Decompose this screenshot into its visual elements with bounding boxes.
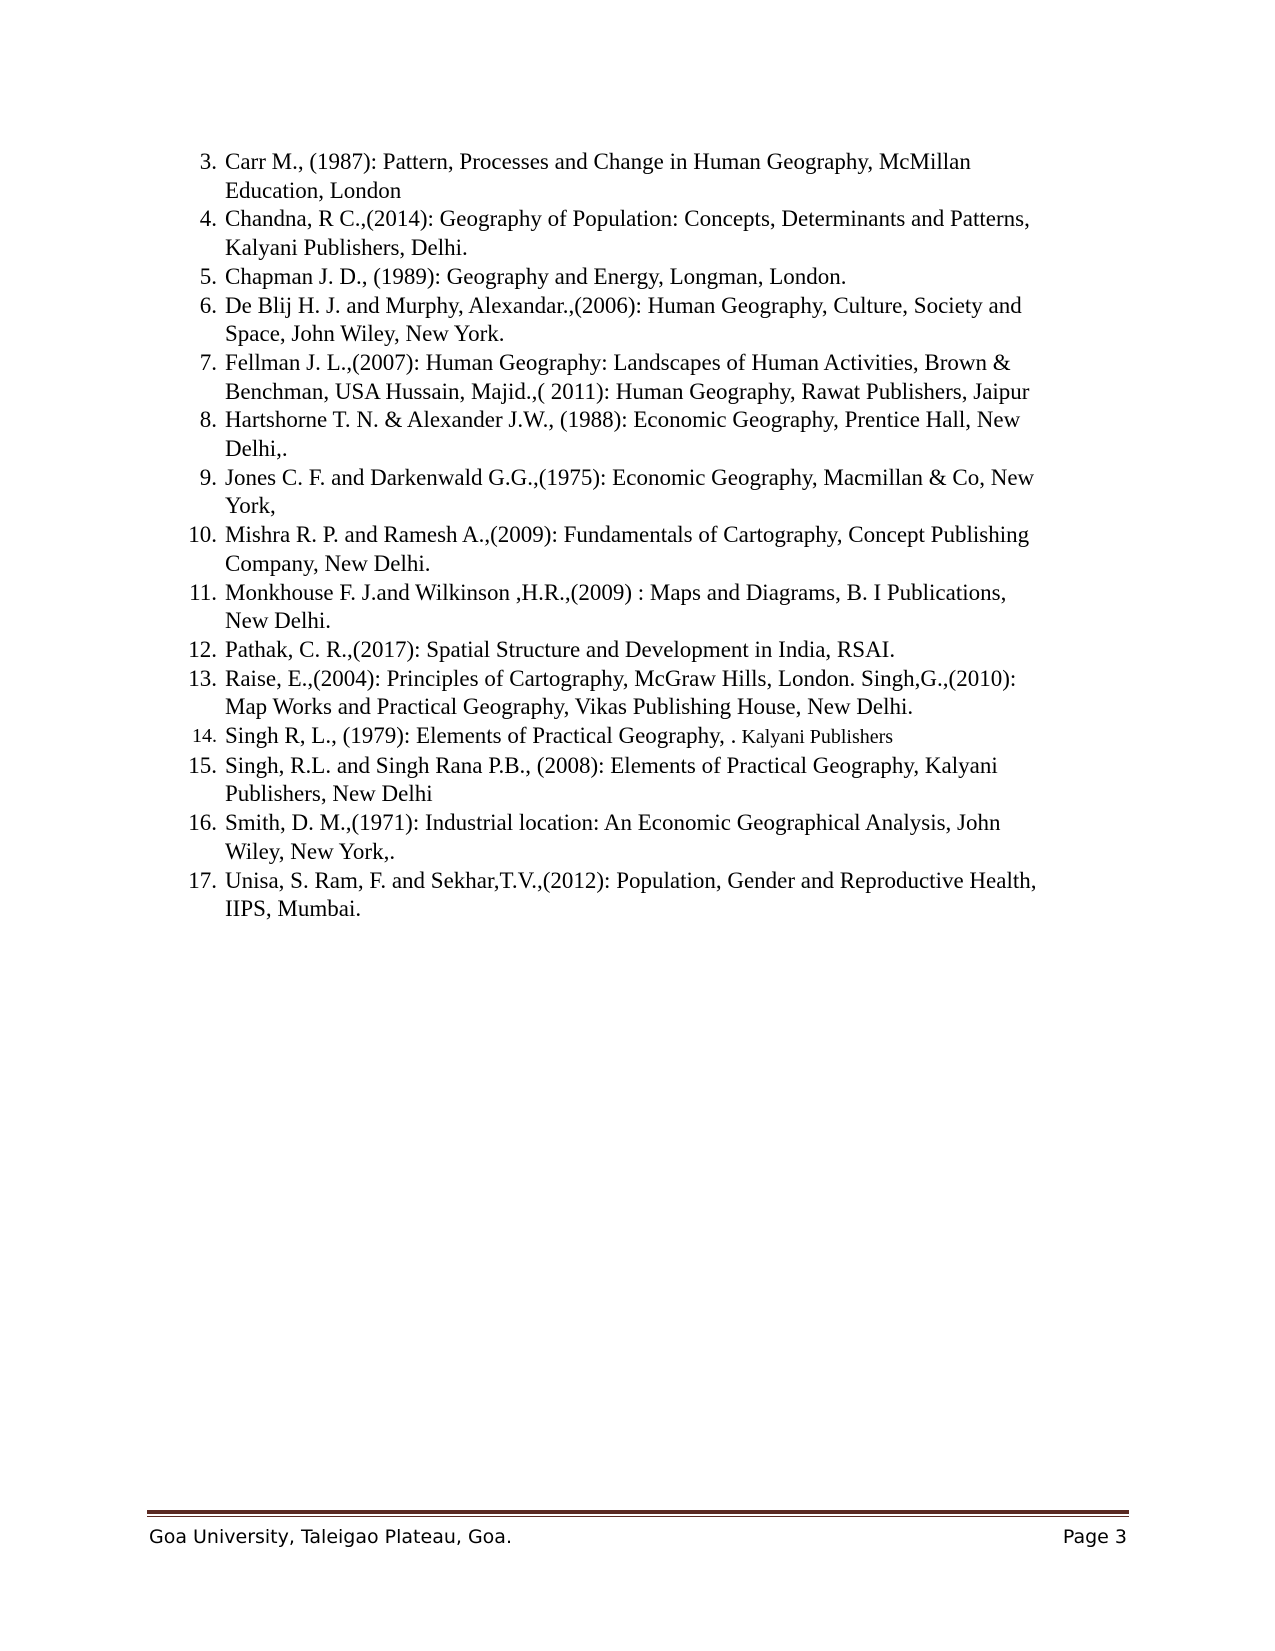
reference-text	[225, 579, 1132, 636]
reference-line-text: Publishers, New Delhi	[225, 781, 433, 807]
reference-line-text: Space, John Wiley, New York.	[225, 321, 505, 347]
reference-item	[172, 809, 1132, 866]
reference-line	[225, 177, 1132, 206]
reference-text	[225, 148, 1132, 205]
reference-number: 10.	[188, 522, 217, 548]
reference-line	[225, 435, 1132, 464]
reference-text	[225, 406, 1132, 463]
reference-line-text: Jones C. F. and Darkenwald G.G.,(1975): Economic Geography, Macmillan & Co, New	[225, 464, 1035, 490]
reference-line	[225, 780, 1132, 809]
reference-item	[172, 349, 1132, 406]
footer-institution: Goa University, Taleigao Plateau, Goa.	[149, 1526, 512, 1548]
footer-page-number: Page 3	[1062, 1526, 1127, 1548]
reference-line-text: Delhi,.	[225, 436, 288, 462]
reference-line-text: Kalyani Publishers, Delhi.	[225, 235, 468, 261]
reference-item	[172, 579, 1132, 636]
reference-line	[225, 636, 1132, 665]
reference-text	[225, 349, 1132, 406]
reference-line	[225, 464, 1132, 493]
reference-line	[225, 838, 1132, 867]
reference-text	[225, 636, 1132, 665]
reference-number: 12.	[188, 636, 217, 662]
reference-line-text: Chapman J. D., (1989): Geography and Energy, Longman, London.	[225, 263, 847, 289]
reference-text	[225, 722, 1132, 752]
reference-item	[172, 406, 1132, 463]
reference-text	[225, 752, 1132, 809]
reference-line-text: Education, London	[225, 177, 402, 203]
reference-number: 8.	[199, 407, 217, 433]
footer-divider	[147, 1510, 1129, 1517]
reference-number: 11.	[189, 579, 217, 605]
reference-number: 5.	[199, 263, 217, 289]
reference-line	[225, 320, 1132, 349]
reference-line	[225, 665, 1132, 694]
reference-text	[225, 263, 1132, 292]
reference-text	[225, 205, 1132, 262]
reference-line-text: Chandna, R C.,(2014): Geography of Population: Concepts, Determinants and Patterns,	[225, 206, 1030, 232]
reference-text	[225, 867, 1132, 924]
reference-item	[172, 464, 1132, 521]
reference-line	[225, 867, 1132, 896]
reference-line	[225, 521, 1132, 550]
reference-item	[172, 205, 1132, 262]
reference-line-text: New Delhi.	[225, 608, 332, 634]
reference-item	[172, 752, 1132, 809]
reference-item	[172, 263, 1132, 292]
reference-line-text: York,	[225, 493, 276, 519]
reference-item	[172, 521, 1132, 578]
reference-number: 17.	[188, 867, 217, 893]
reference-line-text: Monkhouse F. J.and Wilkinson ,H.R.,(2009) : Maps and Diagrams, B. I Publications,	[225, 579, 1007, 605]
reference-line-text: Fellman J. L.,(2007): Human Geography: Landscapes of Human Activities, Brown &	[225, 349, 1011, 375]
reference-line	[225, 292, 1132, 321]
reference-line-text: Unisa, S. Ram, F. and Sekhar,T.V.,(2012): Population, Gender and Reproductive Health,	[225, 867, 1037, 893]
reference-item	[172, 292, 1132, 349]
footer-divider-thin	[147, 1516, 1129, 1518]
reference-text	[225, 809, 1132, 866]
reference-number: 6.	[199, 292, 217, 318]
reference-line	[225, 550, 1132, 579]
reference-line	[225, 263, 1132, 292]
reference-text	[225, 464, 1132, 521]
reference-line-text: Singh R, L., (1979): Elements of Practical Geography, .	[225, 723, 737, 749]
reference-line-text: Raise, E.,(2004): Principles of Cartography, McGraw Hills, London. Singh,G.,(2010):	[225, 665, 1017, 691]
reference-list	[172, 148, 1132, 924]
reference-line	[225, 492, 1132, 521]
reference-line-text: Singh, R.L. and Singh Rana P.B., (2008): Elements of Practical Geography, Kalyani	[225, 752, 998, 778]
reference-number: 14.	[192, 725, 217, 748]
reference-line	[225, 148, 1132, 177]
reference-item	[172, 148, 1132, 205]
reference-line	[225, 234, 1132, 263]
reference-number: 3.	[199, 149, 217, 174]
reference-line-text: Carr M., (1987): Pattern, Processes and Change in Human Geography, McMillan	[225, 149, 971, 174]
reference-text	[225, 292, 1132, 349]
reference-line-text: Smith, D. M.,(1971): Industrial location: An Economic Geographical Analysis, John	[225, 810, 1001, 836]
reference-line-text: De Blij H. J. and Murphy, Alexandar.,(2006): Human Geography, Culture, Society and	[225, 292, 1022, 318]
reference-item	[172, 722, 1132, 752]
reference-line	[225, 752, 1132, 781]
reference-line	[225, 349, 1132, 378]
reference-line	[225, 693, 1132, 722]
reference-line	[225, 895, 1132, 924]
reference-line	[225, 205, 1132, 234]
reference-line-text: Map Works and Practical Geography, Vikas Publishing House, New Delhi.	[225, 694, 914, 720]
reference-line	[225, 607, 1132, 636]
reference-text	[225, 521, 1132, 578]
reference-line-text: IIPS, Mumbai.	[225, 896, 362, 922]
reference-item	[172, 665, 1132, 722]
reference-number: 7.	[199, 349, 217, 375]
reference-line	[225, 378, 1132, 407]
reference-line-text: Hartshorne T. N. & Alexander J.W., (1988): Economic Geography, Prentice Hall, New	[225, 407, 1021, 433]
reference-line-text: Benchman, USA Hussain, Majid.,( 2011): Human Geography, Rawat Publishers, Jaipur	[225, 378, 1030, 404]
reference-number: 15.	[188, 752, 217, 778]
reference-line	[225, 579, 1132, 608]
reference-number: 4.	[199, 206, 217, 232]
reference-line-text: Wiley, New York,.	[225, 838, 396, 864]
reference-line	[225, 722, 1132, 752]
reference-publisher: Kalyani Publishers	[736, 726, 894, 749]
reference-line-text: Pathak, C. R.,(2017): Spatial Structure and Development in India, RSAI.	[225, 636, 896, 662]
footer-divider-thick	[147, 1510, 1129, 1514]
reference-number: 13.	[188, 665, 217, 691]
reference-item	[172, 636, 1132, 665]
reference-line	[225, 809, 1132, 838]
reference-number: 16.	[188, 810, 217, 836]
reference-line-text: Mishra R. P. and Ramesh A.,(2009): Fundamentals of Cartography, Concept Publishing	[225, 522, 1030, 548]
reference-line	[225, 406, 1132, 435]
reference-item	[172, 867, 1132, 924]
reference-text	[225, 665, 1132, 722]
reference-line-text: Company, New Delhi.	[225, 550, 431, 576]
reference-number: 9.	[199, 464, 217, 490]
